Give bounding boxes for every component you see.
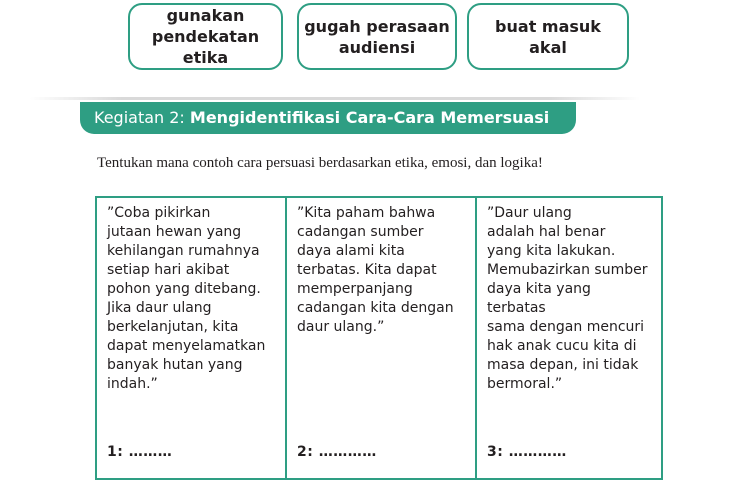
quote-text-1: ”Coba pikirkan jutaan hewan yang kehilangan rumahnya setiap hari akibat pohon yang ditebang. Jika daur ulang berkelanjutan, kita dapat menyelamatkan banyak hutan yang indah.”	[107, 205, 266, 392]
quote-text-2: ”Kita paham bahwa cadangan sumber daya alami kita terbatas. Kita dapat memperpanjang cadangan kita dengan daur ulang.”	[297, 205, 454, 335]
activity-banner	[80, 102, 576, 134]
activity-prefix: Kegiatan 2:	[94, 108, 190, 127]
persuasion-options	[0, 0, 750, 80]
quote-text-3: ”Daur ulang adalah hal benar yang kita lakukan. Memubazirkan sumber daya kita yang terbatas sama dengan mencuri hak anak cucu kita di masa depan, ini tidak bermoral.”	[487, 205, 648, 392]
option-logic-label: buat masuk akal	[495, 16, 601, 57]
instruction-text: Tentukan mana contoh cara persuasi berdasarkan etika, emosi, dan logika!	[97, 155, 543, 171]
option-emotion-label: gugah perasaan audiensi	[304, 16, 450, 57]
option-logic-box	[467, 3, 629, 70]
quotes-table	[95, 196, 663, 480]
answer-blank-3: 3: …………	[487, 444, 567, 460]
option-emotion-box	[297, 3, 457, 70]
quote-cell-3	[477, 198, 661, 478]
answer-blank-1: 1: ………	[107, 444, 173, 460]
divider	[30, 97, 640, 100]
quote-cell-2	[287, 198, 477, 478]
answer-blank-2: 2: …………	[297, 444, 377, 460]
activity-title: Mengidentifikasi Cara-Cara Memersuasi	[189, 108, 550, 127]
option-ethics-label: gunakan pendekatan etika	[151, 6, 260, 67]
quote-cell-1	[97, 198, 287, 478]
option-ethics-box	[128, 3, 283, 70]
